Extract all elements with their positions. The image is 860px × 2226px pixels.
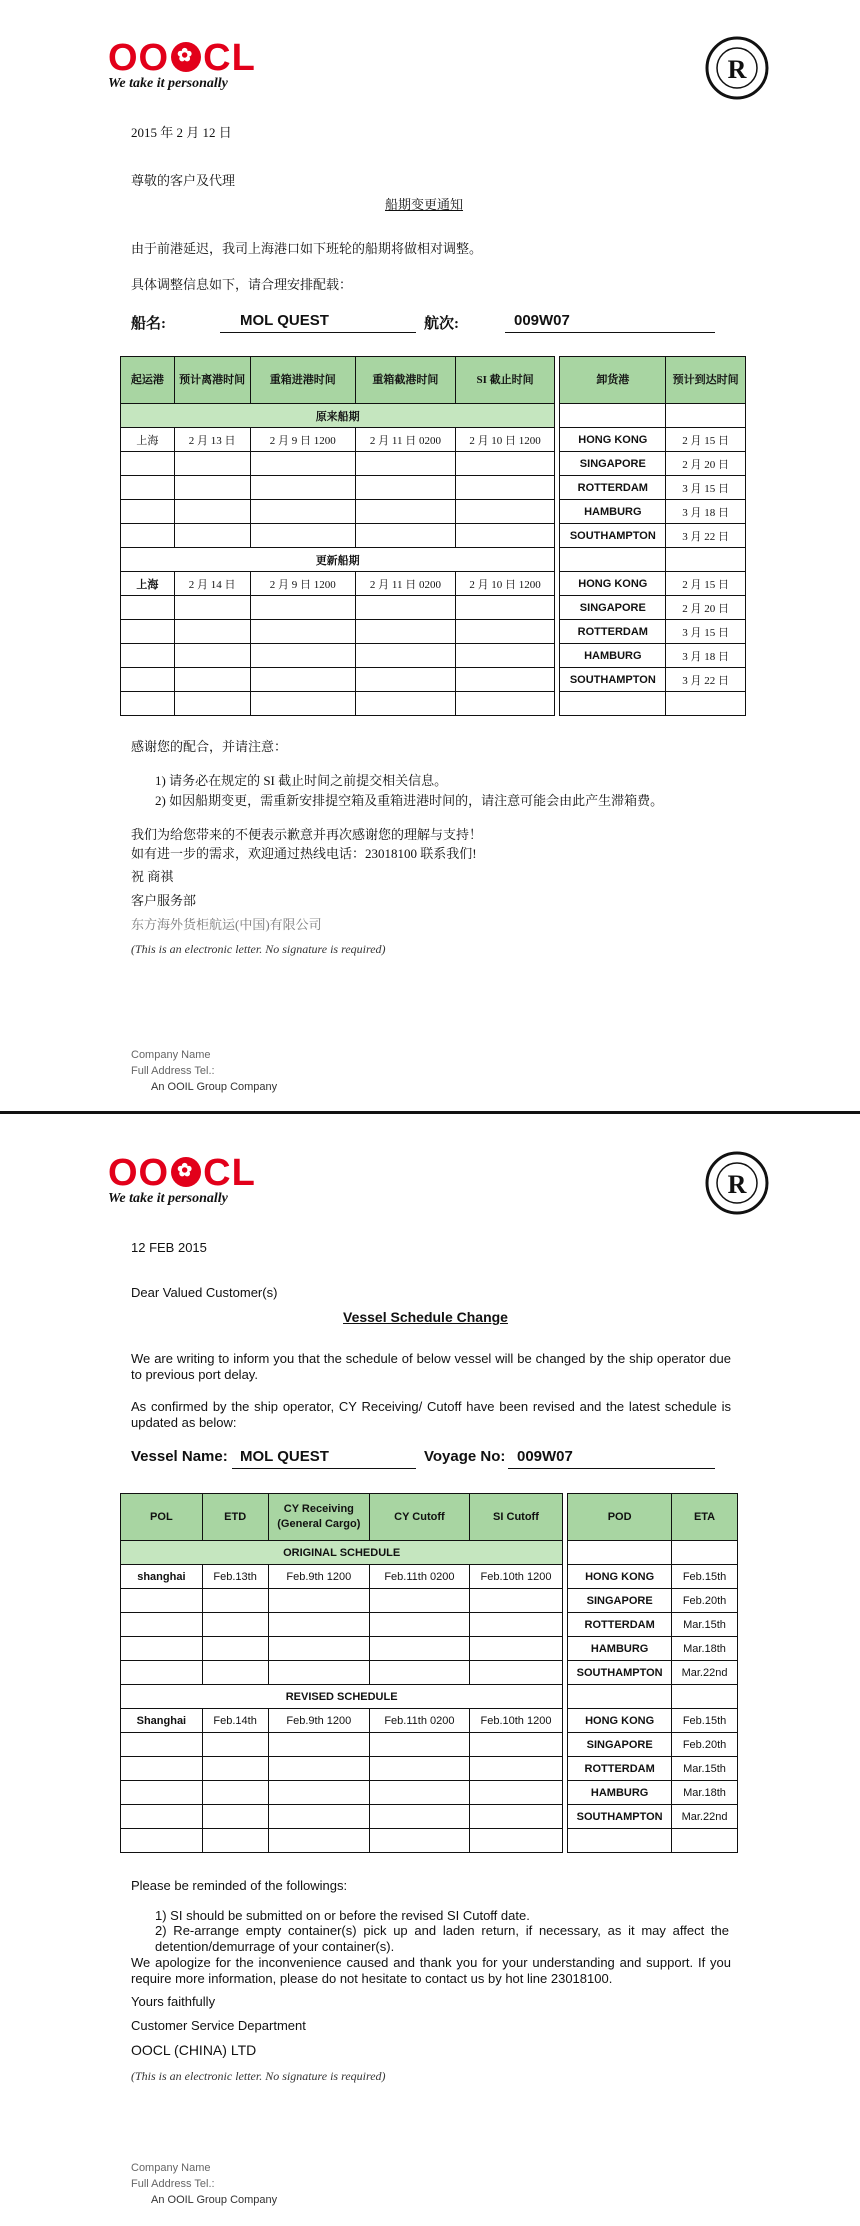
voyage-number: 009W07 [514,312,570,329]
footer-group: An OOIL Group Company [151,1081,278,1093]
header-etd: ETD [202,1494,268,1541]
header-etd: 预计离港时间 [174,357,250,404]
table-header-row [121,357,746,404]
apology-paragraph: We apologize for the inconvenience caused and thank you for your understanding and support. If you require more information, please do not hesitate to contact us by hot line 23018100. [131,1955,731,1986]
greeting: Dear Valued Customer(s) [131,1285,278,1300]
table-header-row [121,1494,738,1541]
header-pol: 起运港 [121,357,175,404]
voyage-number: 009W07 [517,1448,573,1465]
schedule-table [120,356,746,716]
header-cy-receiving: 重箱进港时间 [250,357,356,404]
intro-paragraph: 由于前港延迟，我司上海港口如下班轮的船期将做相对调整。 [131,241,483,256]
reminder-note: Please be reminded of the followings: [131,1878,348,1893]
table-row: 上海 2 月 14 日 2 月 9 日 1200 2 月 11 日 0200 2 月 10 日 1200 HONG KONG 2 月 15 日 [121,572,746,596]
svg-text:R: R [727,55,747,84]
header-eta: 预计到达时间 [666,357,746,404]
table-row: ROTTERDAM Mar.15th [121,1613,738,1637]
department: 客户服务部 [131,893,197,908]
header-cy-cutoff: 重箱截港时间 [356,357,456,404]
note-item-1: 1) SI should be submitted on or before the revised SI Cutoff date. [155,1908,530,1923]
letter-title: 船期变更通知 [385,197,464,212]
footer-company: Company Name [131,2162,211,2174]
table-row: Shanghai Feb.14th Feb.9th 1200 Feb.11th 0200 Feb.10th 1200 HONG KONG Feb.15th [121,1709,738,1733]
voyage-label: 航次: [424,316,459,332]
table-row [121,692,746,716]
electronic-letter-note: (This is an electronic letter. No signature is required) [131,942,386,956]
letter-date: 12 FEB 2015 [131,1240,207,1255]
original-schedule-label: ORIGINAL SCHEDULE [121,1541,563,1565]
instruction-paragraph: 具体调整信息如下，请合理安排配载： [131,277,353,292]
vessel-underline [220,332,416,333]
note-item-1: 1) 请务必在规定的 SI 截止时间之前提交相关信息。 [155,773,448,788]
table-row [121,1829,738,1853]
greeting: 尊敬的客户及代理 [131,173,236,188]
header-si-cutoff: SI 截止时间 [455,357,555,404]
logo-tagline: We take it personally [108,76,228,91]
company-name: 东方海外货柜航运(中国)有限公司 [131,917,322,932]
table-row: ROTTERDAM Mar.15th [121,1757,738,1781]
table-row: shanghai Feb.13th Feb.9th 1200 Feb.11th 0200 Feb.10th 1200 HONG KONG Feb.15th [121,1565,738,1589]
table-row: SOUTHAMPTON Mar.22nd [121,1805,738,1829]
header-cy-cutoff: CY Cutoff [370,1494,470,1541]
vessel-name: MOL QUEST [240,312,329,329]
logo-tagline: We take it personally [108,1191,228,1206]
oocl-logo: OO✿ CL We take it personally [108,1153,258,1207]
quality-seal-icon [705,36,769,100]
vessel-underline [232,1468,416,1469]
footer-group: An OOIL Group Company [151,2194,278,2206]
letter-date: 2015 年 2 月 12 日 [131,125,232,140]
vessel-name: MOL QUEST [240,1448,329,1465]
thanks-note: 感谢您的配合，并请注意： [131,739,288,754]
footer-company: Company Name [131,1049,211,1061]
table-row: ROTTERDAM 3 月 15 日 [121,476,746,500]
letter-title: Vessel Schedule Change [343,1309,508,1325]
apology-line-1: 我们为给您带来的不便表示歉意并再次感谢您的理解与支持！ [131,827,483,842]
department: Customer Service Department [131,2018,306,2033]
table-row: SINGAPORE Feb.20th [121,1733,738,1757]
table-row: SOUTHAMPTON 3 月 22 日 [121,668,746,692]
regards: 祝 商祺 [131,869,174,884]
vessel-label: Vessel Name: [131,1448,228,1465]
table-row: SINGAPORE Feb.20th [121,1589,738,1613]
footer-address: Full Address Tel.: [131,2178,215,2190]
table-row: SOUTHAMPTON 3 月 22 日 [121,524,746,548]
table-row: SINGAPORE 2 月 20 日 [121,452,746,476]
header-cy-receiving: CY Receiving (General Cargo) [268,1494,370,1541]
table-row: HAMBURG 3 月 18 日 [121,644,746,668]
plum-blossom-icon [171,1157,201,1187]
apology-line-2: 如有进一步的需求，欢迎通过热线电话：23018100 联系我们! [131,846,477,861]
note-item-2: 2) 如因船期变更，需重新安排提空箱及重箱进港时间的，请注意可能会由此产生滞箱费。 [155,793,664,808]
regards: Yours faithfully [131,1994,216,2009]
footer-address: Full Address Tel.: [131,1065,215,1077]
company-name: OOCL (CHINA) LTD [131,2042,257,2058]
table-row: 上海 2 月 13 日 2 月 9 日 1200 2 月 11 日 0200 2 月 10 日 1200 HONG KONG 2 月 15 日 [121,428,746,452]
header-pol: POL [121,1494,203,1541]
letter-page-english [0,1113,860,2226]
table-row: HAMBURG Mar.18th [121,1637,738,1661]
quality-seal-icon [705,1151,769,1215]
voyage-label: Voyage No: [424,1448,506,1465]
table-row: SOUTHAMPTON Mar.22nd [121,1661,738,1685]
instruction-paragraph: As confirmed by the ship operator, CY Receiving/ Cutoff have been revised and the latest schedule is updated as below: [131,1399,731,1430]
voyage-underline [508,1468,715,1469]
header-pod: 卸货港 [560,357,666,404]
note-item-2: 2) Re-arrange empty container(s) pick up and laden return, if necessary, as it may affect the detention/demurrage of your container(s). [155,1923,729,1954]
table-row: ROTTERDAM 3 月 15 日 [121,620,746,644]
electronic-letter-note: (This is an electronic letter. No signature is required) [131,2069,386,2083]
header-si-cutoff: SI Cutoff [469,1494,563,1541]
table-row: SINGAPORE 2 月 20 日 [121,596,746,620]
original-schedule-label: 原来船期 [121,404,555,428]
plum-blossom-icon [171,42,201,72]
revised-schedule-label: 更新船期 [121,548,555,572]
schedule-table [120,1493,738,1853]
revised-schedule-label: REVISED SCHEDULE [121,1685,563,1709]
table-row: HAMBURG Mar.18th [121,1781,738,1805]
vessel-label: 船名: [131,316,166,332]
oocl-logo: OO✿ CL We take it personally [108,38,258,92]
header-eta: ETA [672,1494,738,1541]
voyage-underline [505,332,715,333]
header-pod: POD [568,1494,672,1541]
svg-text:R: R [727,1170,747,1199]
table-row: HAMBURG 3 月 18 日 [121,500,746,524]
intro-paragraph: We are writing to inform you that the schedule of below vessel will be changed by the ship operator due to previous port delay. [131,1351,731,1382]
